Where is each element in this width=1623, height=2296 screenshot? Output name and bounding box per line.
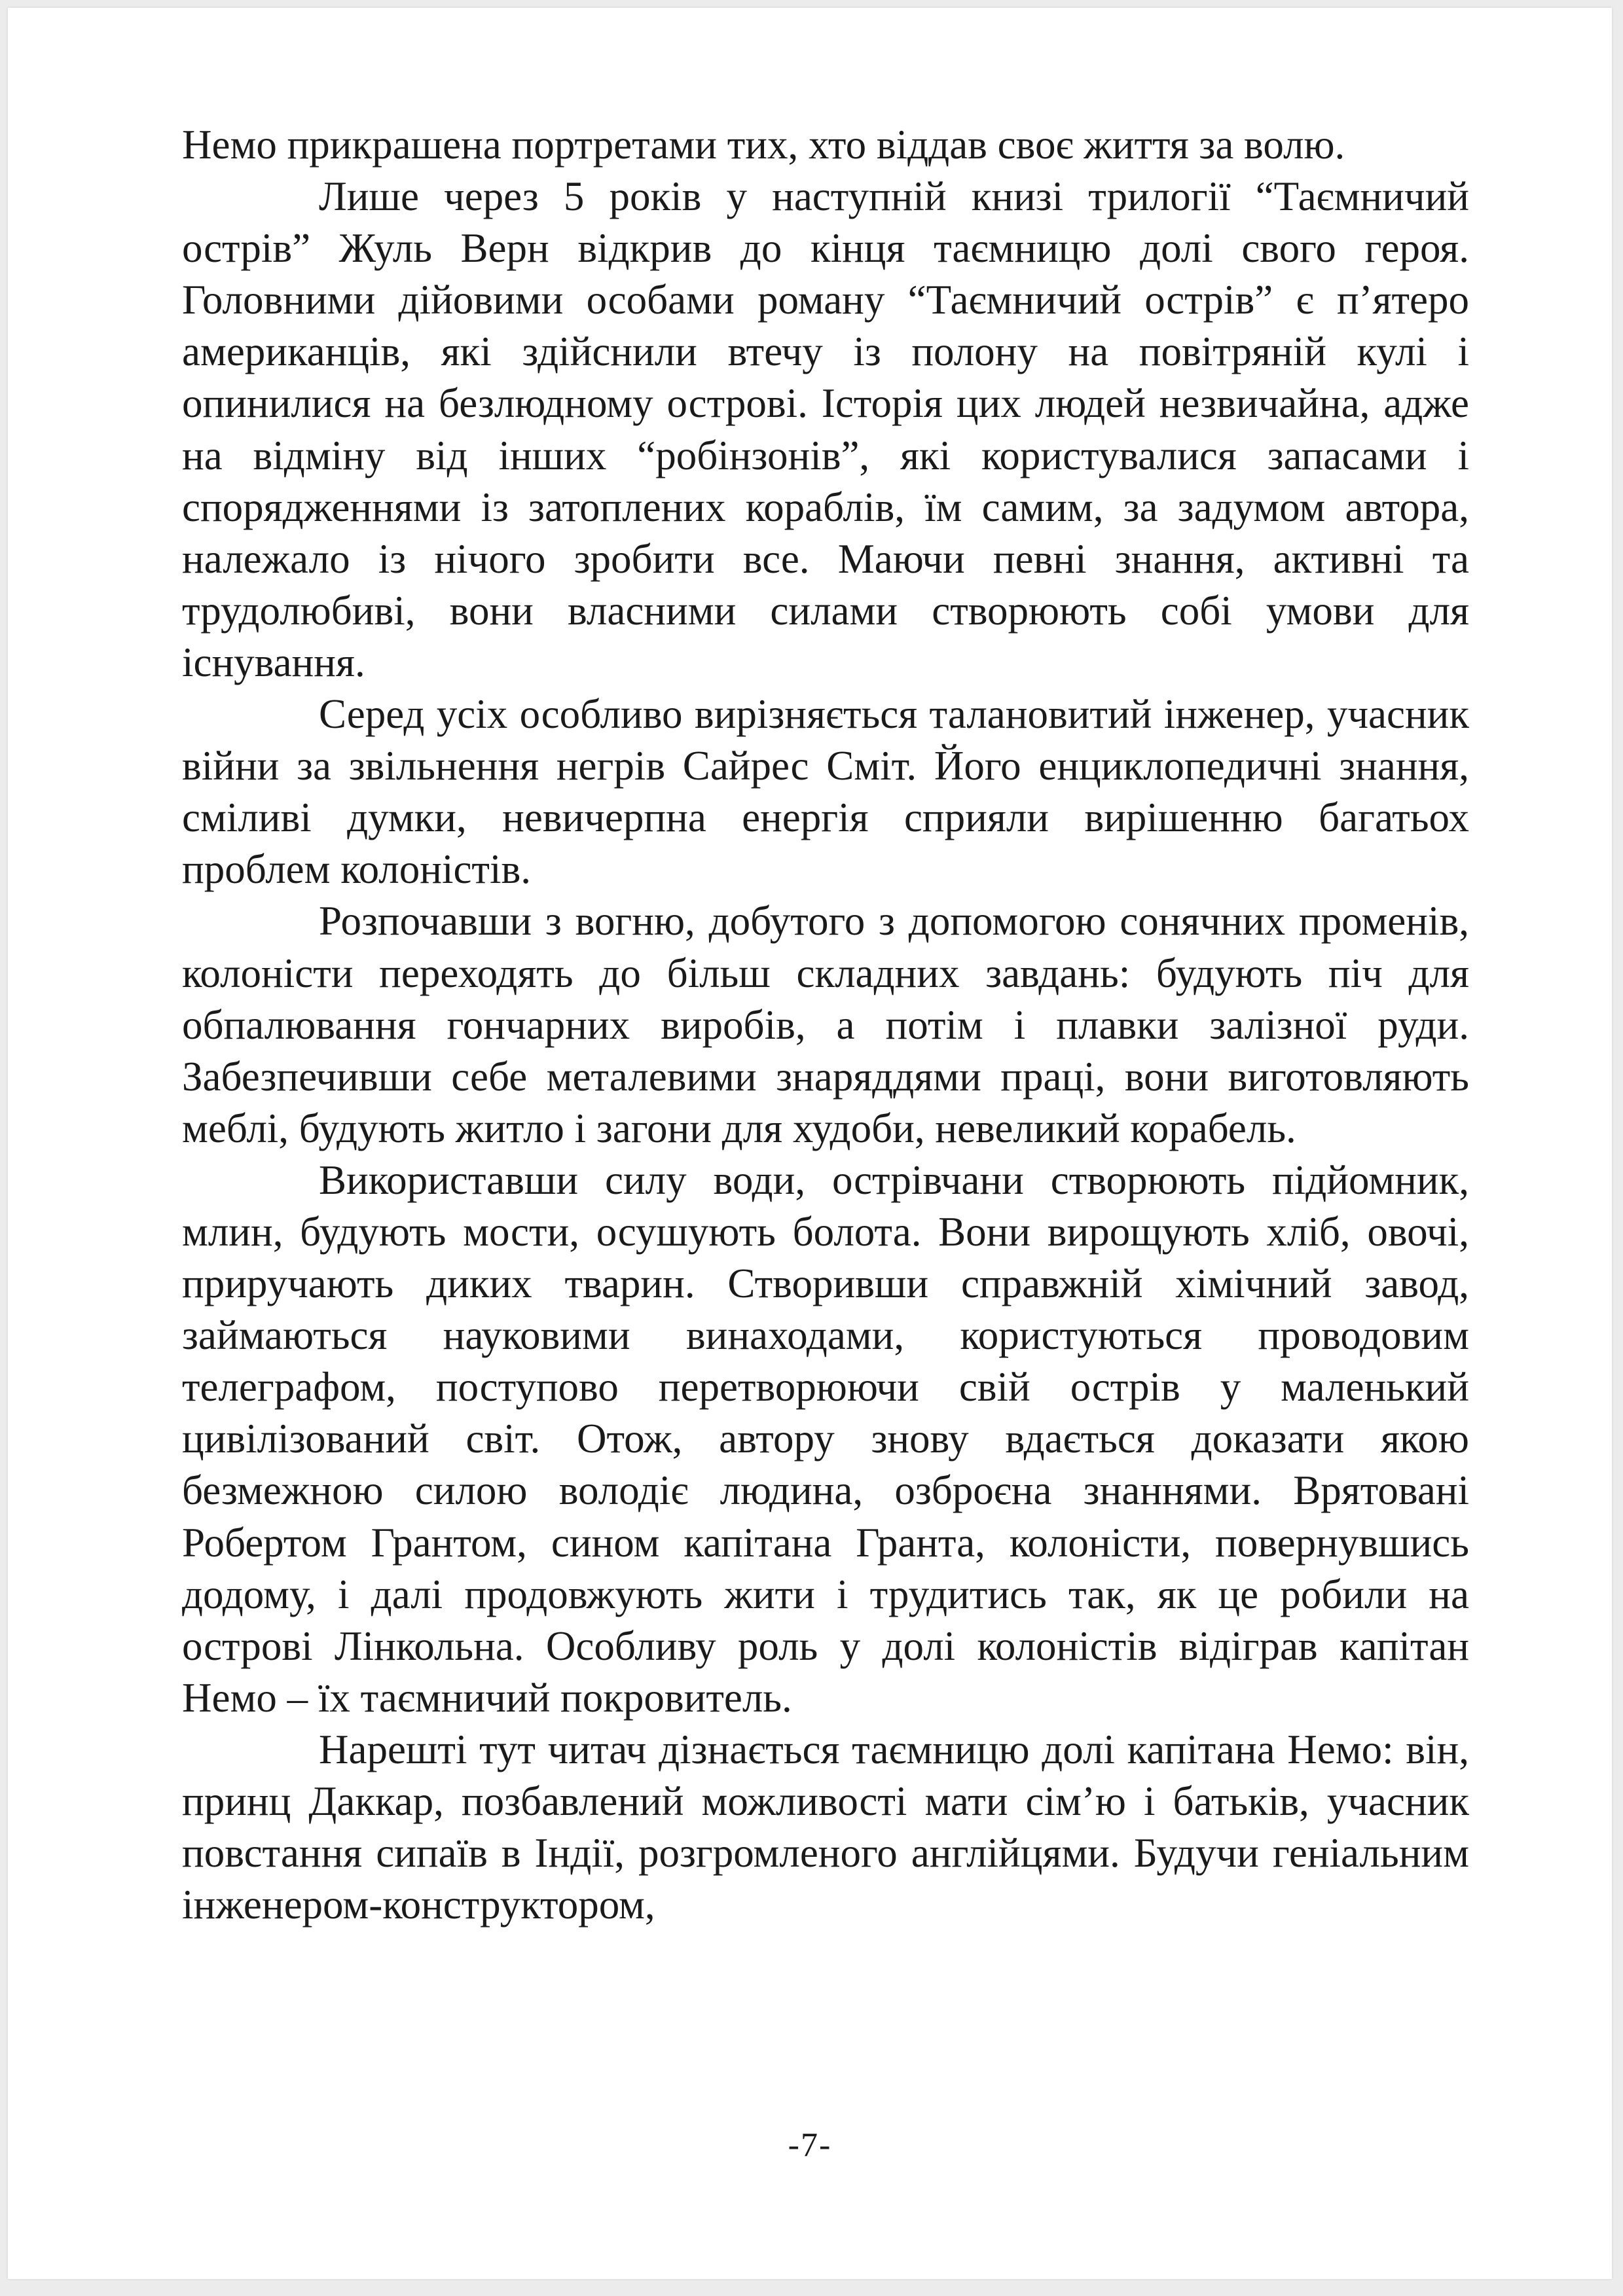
document-page	[8, 8, 1612, 2279]
paragraph-1: Немо прикрашена портретами тих, хто віддав своє життя за волю.	[182, 122, 1345, 168]
paragraph-6: Нарешті тут читач дізнається таємницю долі капітана Немо: він, принц Даккар, позбавлений можливості мати сім’ю і батьків, учасник повстання сипаїв в Індії, розгромленого англійцями. Будучи геніальним інженером-конструктором,	[182, 1726, 1469, 1928]
paragraph-5: Використавши силу води, острівчани створюють підйомник, млин, будують мости, осушують болота. Вони вирощують хліб, овочі, приручають диких тварин. Створивши справжній хімічний завод, займаються науковими винаходами, користуються проводовим телеграфом, поступово перетворюючи свій острів у маленький цивілізований світ. Отож, автору знову вдається доказати якою безмежною силою володіє людина, озброєна знаннями. Врятовані Робертом Грантом, сином капітана Гранта, колоністи, повернувшись додому, і далі продовжують жити і трудитись так, як це робили на острові Лінкольна. Особливу роль у долі колоністів відіграв капітан Немо – їх таємничий покровитель.	[182, 1157, 1469, 1721]
paragraph-4: Розпочавши з вогню, добутого з допомогою сонячних променів, колоністи переходять до більш складних завдань: будують піч для обпалювання гончарних виробів, а потім і плавки залізної руди. Забезпечивши себе металевими знаряддями праці, вони виготовляють меблі, будують житло і загони для худоби, невеликий корабель.	[182, 898, 1469, 1151]
paragraph-3: Серед усіх особливо вирізняється талановитий інженер, учасник війни за звільнення негрів Сайрес Сміт. Його енциклопедичні знання, сміливі думки, невичерпна енергія сприяли вирішенню багатьох проблем колоністів.	[182, 691, 1469, 893]
body-text	[182, 119, 1469, 1931]
paragraph-2: Лише через 5 років у наступній книзі трилогії “Таємничий острів” Жуль Верн відкрив до кінця таємницю долі свого героя. Головними дійовими особами роману “Таємничий острів” є п’ятеро американців, які здійснили втечу із полону на повітряній кулі і опинилися на безлюдному острові. Історія цих людей незвичайна, адже на відміну від інших “робінзонів”, які користувалися запасами і спорядженнями із затоплених кораблів, їм самим, за задумом автора, належало із нічого зробити все. Маючи певні знання, активні та трудолюбиві, вони власними силами створюють собі умови для існування.	[182, 173, 1469, 685]
page-number: -7-	[788, 2126, 832, 2164]
